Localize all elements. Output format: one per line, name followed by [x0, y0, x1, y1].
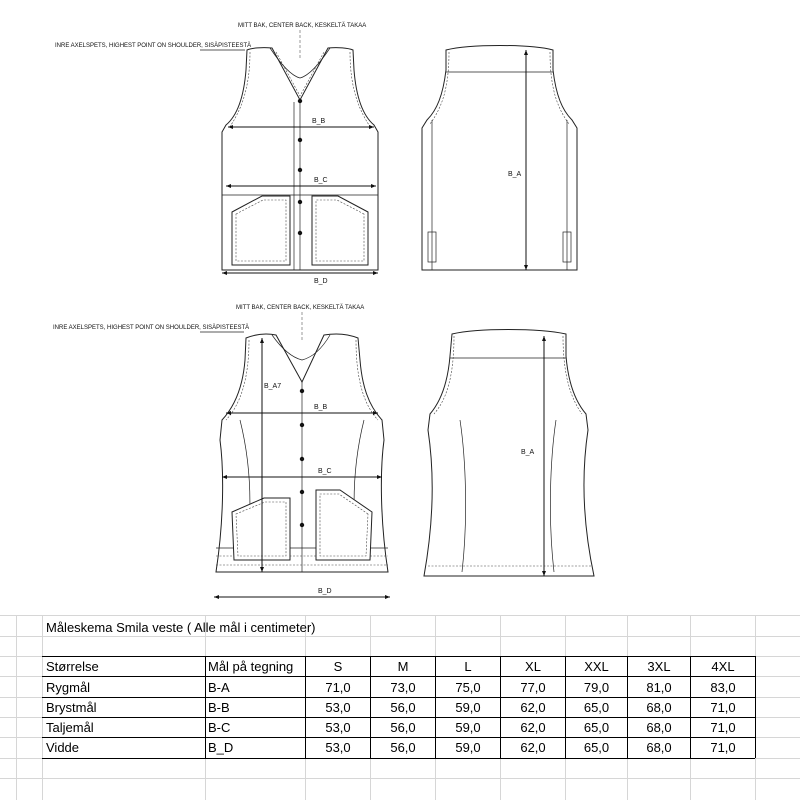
table-cell: 68,0 — [646, 700, 672, 715]
header-m: M — [397, 659, 409, 674]
header-xxl: XXL — [584, 659, 609, 674]
table-cell: 73,0 — [390, 680, 416, 695]
measurement-sheet — [0, 615, 800, 800]
header-size: Størrelse — [46, 659, 99, 674]
measure-label-b-a: B_A — [508, 171, 522, 178]
vest-back-fitted — [424, 330, 594, 577]
measure-label-b-d: B_D — [318, 588, 332, 595]
table-cell: 56,0 — [390, 720, 416, 735]
vest-back-outline — [422, 46, 577, 271]
measure-label-b-b: B_B — [314, 404, 328, 411]
measure-label-b-a: B_A — [521, 449, 535, 456]
table-cell: 71,0 — [710, 740, 736, 755]
table-cell: 53,0 — [325, 700, 351, 715]
table-title: Måleskema Smila veste ( Alle mål i centimeter) — [46, 620, 316, 635]
measure-label-b-c: B_C — [318, 468, 332, 475]
measure-label-b-b: B_B — [312, 118, 326, 125]
table-cell: 77,0 — [520, 680, 546, 695]
table-cell: 68,0 — [646, 720, 672, 735]
row-code: B-A — [208, 680, 230, 695]
row-name: Taljemål — [46, 720, 94, 735]
vest-front-straight — [55, 22, 378, 285]
table-cell: 65,0 — [583, 740, 610, 755]
center-back-label: MITT BAK, CENTER BACK, KESKELTÄ TAKAA — [238, 23, 367, 29]
vest-back-outline — [424, 330, 594, 577]
row-code: B_D — [208, 740, 234, 755]
table-cell: 79,0 — [583, 680, 610, 695]
row-code: B-B — [208, 700, 230, 715]
center-back-label: MITT BAK, CENTER BACK, KESKELTÄ TAKAA — [236, 305, 365, 311]
table-cell: 71,0 — [325, 680, 351, 695]
table-cell: 83,0 — [710, 680, 736, 695]
table-cell: 81,0 — [646, 680, 672, 695]
table-cell: 65,0 — [583, 720, 610, 735]
table-cell: 65,0 — [583, 700, 610, 715]
vest-back-straight — [422, 46, 577, 271]
header-xl: XL — [525, 659, 541, 674]
header-l: L — [464, 659, 472, 674]
measure-label-b-d: B_D — [314, 278, 328, 285]
table-cell: 62,0 — [520, 740, 546, 755]
row-name: Rygmål — [46, 680, 91, 695]
table-cell: 56,0 — [390, 740, 416, 755]
table-cell: 53,0 — [325, 720, 351, 735]
table-cell: 71,0 — [710, 700, 736, 715]
measure-label-b-a7: B_A7 — [264, 383, 282, 390]
header-3xl: 3XL — [647, 659, 671, 674]
row-name: Vidde — [46, 740, 80, 755]
header-drawing-measure: Mål på tegning — [208, 659, 294, 674]
table-cell: 62,0 — [520, 720, 546, 735]
table-cell: 59,0 — [455, 740, 481, 755]
measure-label-b-c: B_C — [314, 177, 328, 184]
table-cell: 62,0 — [520, 700, 546, 715]
table-cell: 68,0 — [646, 740, 672, 755]
table-cell: 59,0 — [455, 700, 481, 715]
row-name: Brystmål — [46, 700, 97, 715]
header-s: S — [333, 659, 343, 674]
table-cell: 56,0 — [390, 700, 416, 715]
table-cell: 71,0 — [710, 720, 736, 735]
table-cell: 75,0 — [455, 680, 481, 695]
shoulder-point-label: INRE AXELSPETS, HIGHEST POINT ON SHOULDER, SISÄPISTEESTÄ — [53, 325, 250, 331]
table-cell: 53,0 — [325, 740, 351, 755]
vest-front-fitted — [53, 304, 390, 599]
header-4xl: 4XL — [711, 659, 735, 674]
table-cell: 59,0 — [455, 720, 481, 735]
row-code: B-C — [208, 720, 231, 735]
shoulder-point-label: INRE AXELSPETS, HIGHEST POINT ON SHOULDER, SISÄPISTEESTÄ — [55, 43, 252, 49]
